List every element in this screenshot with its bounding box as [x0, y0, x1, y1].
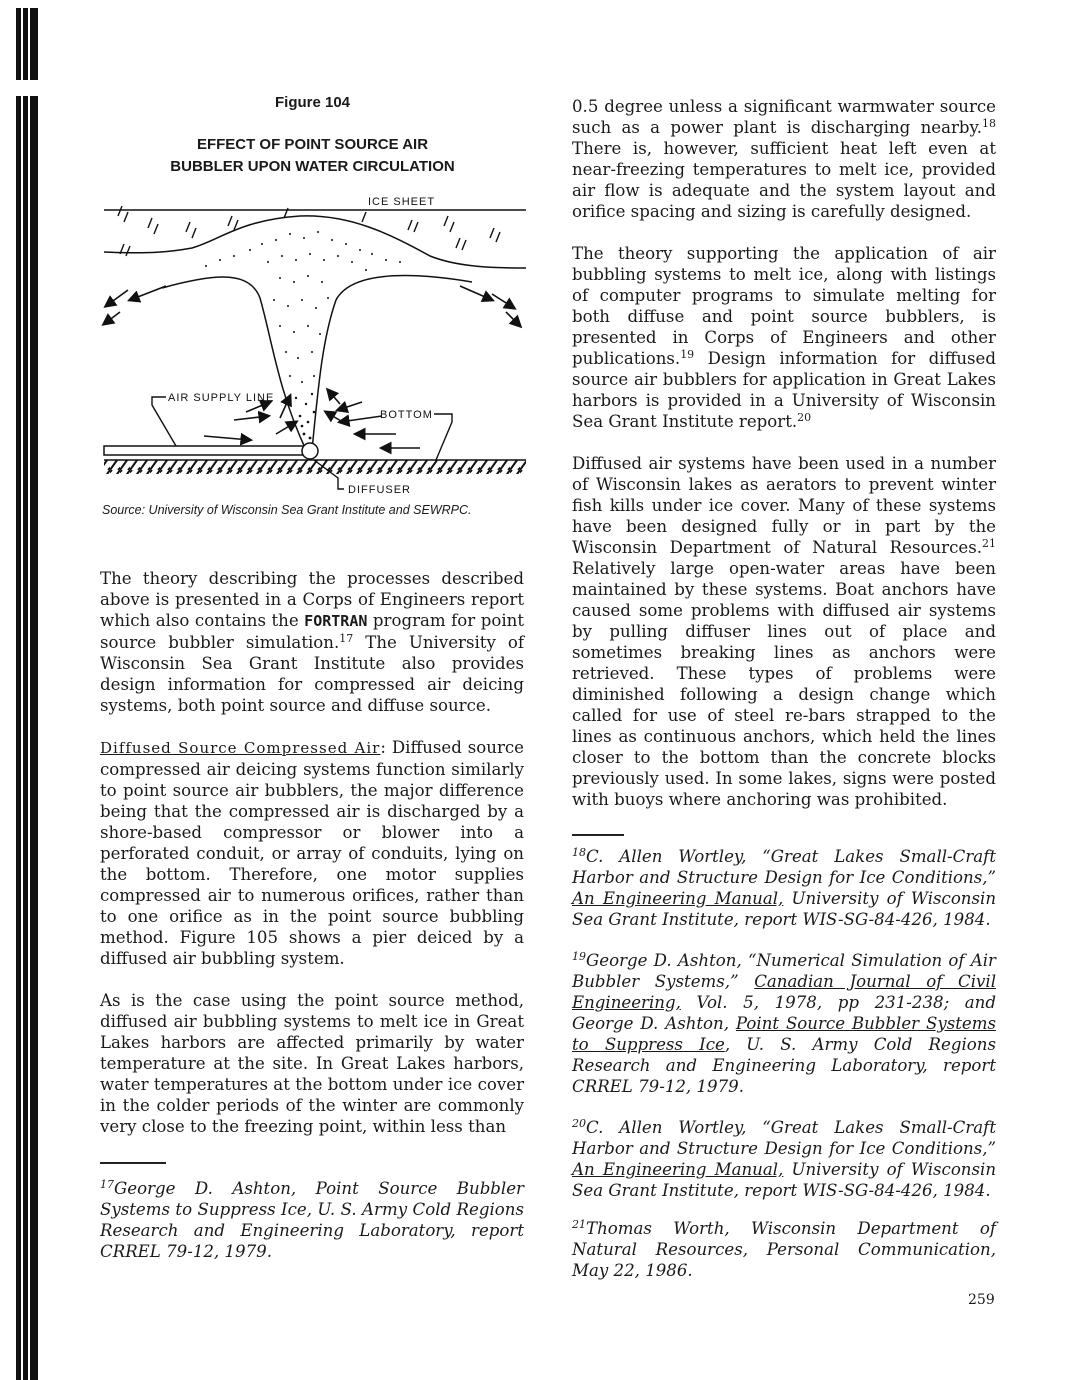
right-paragraph-2: The theory supporting the application of air bubbling systems to melt ice, along with listings of computer programs to simulate melting for both diffuse and point source bubblers, is presented in Corps of Engineers and other publications.$^{19}$ Design information for diffused source air bubblers for application in Great Lakes harbors is provided in a University of Wisconsin Sea Grant Institute report.$^{20}$ [572, 244, 996, 431]
figure-source: Source: University of Wisconsin Sea Grant Institute and SEWRPC. [102, 503, 472, 517]
footnote-18-number: 18 [572, 846, 586, 859]
ice-hatch-marks [118, 206, 500, 256]
ice-sheet-label: ICE SHEET [368, 196, 436, 208]
circulation-arrows [104, 286, 520, 448]
figure-title-line-1: EFFECT OF POINT SOURCE AIR [196, 136, 429, 153]
footnote-17-number: 17 [100, 1178, 114, 1191]
footnote-ref-21: 21 [982, 537, 996, 550]
plume-right-edge [312, 276, 472, 450]
ice-underside [104, 216, 526, 268]
footnote-18: $^{18}$C. Allen Wortley, “Great Lakes Small-Craft Harbor and Structure Design for Ice Conditions,” An Engineering Manual, University of Wisconsin Sea Grant Institute, report WIS-SG-84-426, 1984. [572, 846, 997, 929]
lake-bottom [104, 460, 526, 474]
figure-label: Figure 104 [274, 94, 351, 111]
diffuser [302, 443, 318, 459]
left-paragraph-1: The theory describing the processes described above is presented in a Corps of Engineers report which also contains the FORTRAN program for point source bubbler simulation.$^{17}$ The University of Wisconsin Sea Grant Institute also provides design information for compressed air deicing systems, both point source and diffuse source. [100, 569, 525, 715]
right-column-body [572, 96, 996, 831]
bubbler-diagram [100, 190, 530, 500]
footnote-20: $^{20}$C. Allen Wortley, “Great Lakes Small-Craft Harbor and Structure Design for Ice Conditions,” An Engineering Manual, University of Wisconsin Sea Grant Institute, report WIS-SG-84-426, 1984. [572, 1117, 997, 1200]
footnote-ref-19: 19 [680, 348, 695, 361]
footnote-17: $^{17}$George D. Ashton, Point Source Bubbler Systems to Suppress Ice, U. S. Army Cold Regions Research and Engineering Laboratory, report CRREL 79-12, 1979. [100, 1178, 524, 1261]
left-column-body [100, 568, 524, 1158]
footnote-rule-right [572, 834, 624, 836]
footnote-19: $^{19}$George D. Ashton, “Numerical Simulation of Air Bubbler Systems,” Canadian Journal of Civil Engineering, Vol. 5, 1978, pp 231-238; and George D. Ashton, Point Source Bubbler Systems to Suppress Ice, U. S. Army Cold Regions Research and Engineering Laboratory, report CRREL 79-12, 1979. [572, 950, 996, 1096]
footnote-ref-20: 20 [797, 411, 812, 424]
right-paragraph-1: 0.5 degree unless a significant warmwater source such as a power plant is discharging nearby.$^{18}$ There is, however, sufficient heat left even at near-freezing temperatures to melt ice, provided air flow is adequate and the system layout and orifice spacing and sizing is carefully designed. [572, 97, 996, 221]
binding-strip [16, 0, 40, 1379]
plume-left-edge [162, 277, 306, 450]
footnote-21-number: 21 [572, 1218, 586, 1231]
footnote-rule-left [100, 1162, 166, 1164]
diffuser-label: DIFFUSER [348, 484, 411, 496]
footnote-ref-18: 18 [982, 117, 996, 130]
section-heading-diffused-source: Diffused Source Compressed Air [100, 739, 381, 757]
fortran-term: FORTRAN [304, 612, 368, 630]
footnote-19-number: 19 [572, 950, 586, 963]
footnote-ref-17: 17 [339, 632, 354, 645]
footnote-21: $^{21}$Thomas Worth, Wisconsin Department of Natural Resources, Personal Communication, May 22, 1986. [572, 1218, 996, 1280]
air-supply-pipe [104, 446, 304, 455]
air-supply-line-label: AIR SUPPLY LINE [168, 392, 275, 404]
right-paragraph-3: Diffused air systems have been used in a number of Wisconsin lakes as aerators to prevent winter fish kills under ice cover. Many of these systems have been designed fully or in part by the Wisconsin Department of Natural Resources.$^{21}$ Relatively large open-water areas have been maintained by these systems. Boat anchors have caused some problems with diffused air systems by pulling diffuser lines out of place and sometimes breaking lines as anchors were retrieved. These types of problems were diminished following a design change which called for use of steel re-bars strapped to the lines as continuous anchors, which held the lines closer to the bottom than the concrete blocks previously used. In some lakes, signs were posted with buoys where anchoring was prohibited. [572, 454, 996, 809]
bottom-label: BOTTOM [380, 409, 433, 421]
figure-title-line-2: BUBBLER UPON WATER CIRCULATION [170, 158, 455, 175]
left-paragraph-2: Diffused Source Compressed Air: Diffused source compressed air deicing systems function similarly to point source air bubblers, the major difference being that the compressed air is discharged by a shore-based compressor or blower into a perforated conduit, or array of conduits, lying on the bottom. Therefore, one motor supplies compressed air to numerous orifices, rather than to one orifice as in the point source bubbling method. Figure 105 shows a pier deiced by a diffused air bubbling system. [100, 738, 524, 968]
bubble-stipple [205, 231, 401, 439]
left-paragraph-3: As is the case using the point source method, diffused air bubbling systems to melt ice in Great Lakes harbors are affected primarily by water temperature at the site. In Great Lakes harbors, water temperatures at the bottom under ice cover in the colder periods of the winter are commonly very close to the freezing point, within less than [100, 991, 524, 1136]
footnote-20-number: 20 [572, 1117, 586, 1130]
figure-title [100, 134, 525, 178]
page-number: 259 [968, 1292, 995, 1308]
